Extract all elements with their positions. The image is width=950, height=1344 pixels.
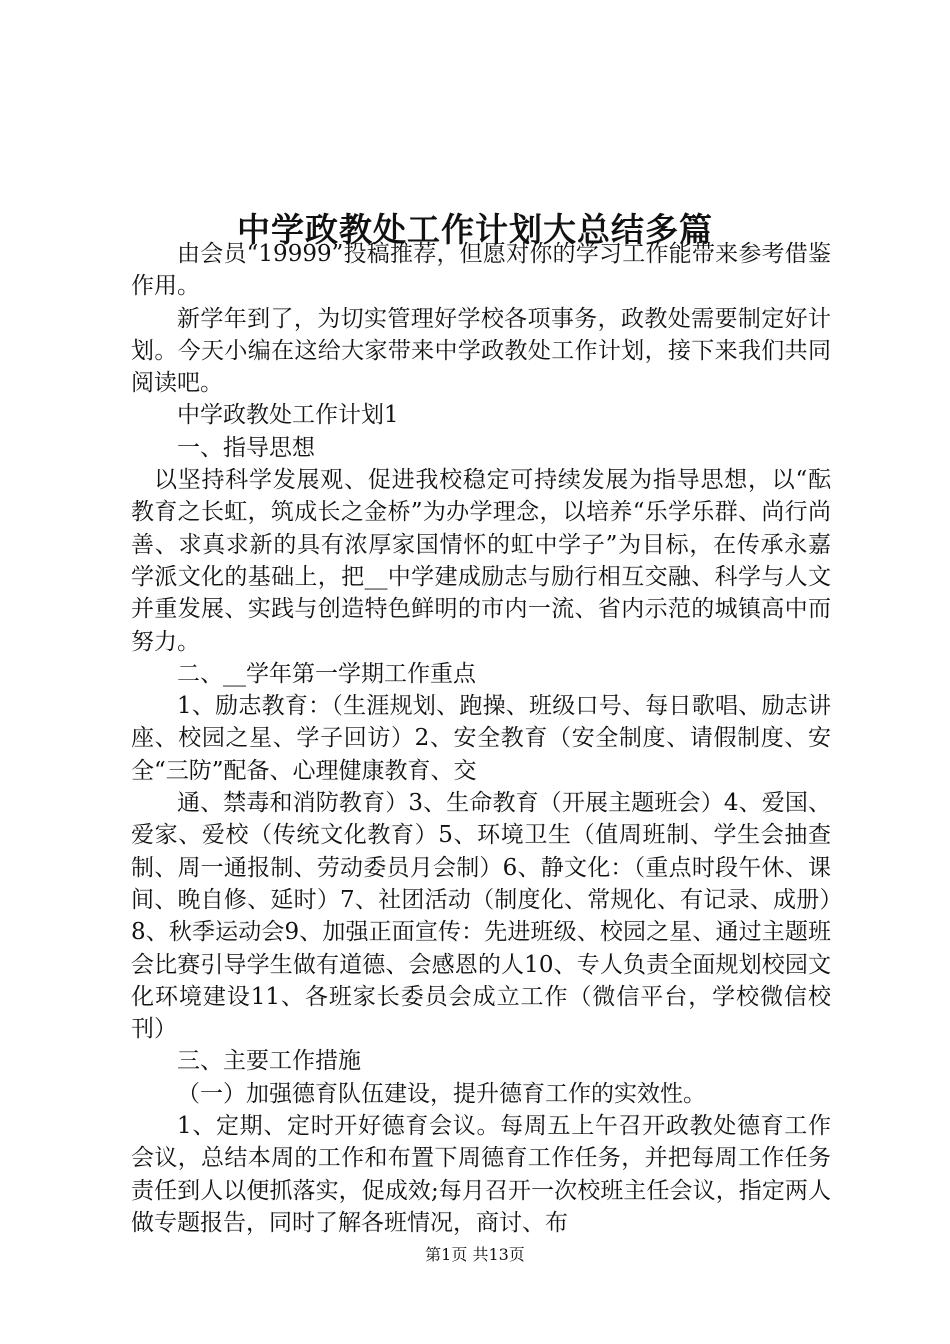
body-paragraph: 以坚持科学发展观、促进我校稳定可持续发展为指导思想，以“酝教育之长虹，筑成长之金桥”为办学理念，以培养“乐学乐群、尚行尚善、求真求新的具有浓厚家国情怀的虹中学子”为目标，在传承永嘉学派文化的基础上，把__中学建成励志与励行相互交融、科学与人文并重发展、实践与创造特色鲜明的市内一流、省内示范的城镇高中而努力。 — [131, 467, 831, 655]
subsection-heading: （一）加强德育队伍建设，提升德育工作的实效性。 — [177, 1080, 706, 1107]
page-footer: 第1页 共13页 — [425, 1245, 525, 1264]
body-paragraph: 1、励志教育：（生涯规划、跑操、班级口号、每日歌唱、励志讲座、校园之星、学子回访）2、安全教育（安全制度、请假制度、安全“三防”配备、心理健康教育、交 — [131, 693, 831, 784]
section-heading: 三、主要工作措施 — [177, 1048, 361, 1075]
body-paragraph: 1、定期、定时开好德育会议。每周五上午召开政教处德育工作会议，总结本周的工作和布置下周德育工作任务，并把每周工作任务责任到人以便抓落实，促成效;每月召开一次校班主任会议，指定两人做专题报告，同时了解各班情况，商讨、布 — [131, 1113, 831, 1236]
body-paragraph: 通、禁毒和消防教育）3、生命教育（开展主题班会）4、爱国、爱家、爱校（传统文化教育）5、环境卫生（值周班制、学生会抽查制、周一通报制、劳动委员月会制）6、静文化：（重点时段午休、课间、晚自修、延时）7、社团活动（制度化、常规化、有记录、成册）8、秋季运动会9、加强正面宣传：先进班级、校园之星、通过主题班会比赛引导学生做有道德、会感恩的人10、专人负责全面规划校园文化环境建设11、各班家长委员会成立工作（微信平台，学校微信校刊） — [131, 790, 831, 1043]
section-heading: 一、指导思想 — [177, 434, 315, 461]
section-heading: 中学政教处工作计划1 — [177, 402, 399, 429]
document-title: 中学政教处工作计划大总结多篇 — [237, 210, 713, 250]
intro-paragraph: 由会员“19999”投稿推荐，但愿对你的学习工作能带来参考借鉴作用。 — [131, 241, 831, 300]
section-heading: 二、__学年第一学期工作重点 — [177, 660, 476, 687]
intro-paragraph-2: 新学年到了，为切实管理好学校各项事务，政教处需要制定好计划。今天小编在这给大家带来中学政教处工作计划，接下来我们共同阅读吧。 — [131, 305, 831, 397]
document-body — [131, 238, 831, 1239]
